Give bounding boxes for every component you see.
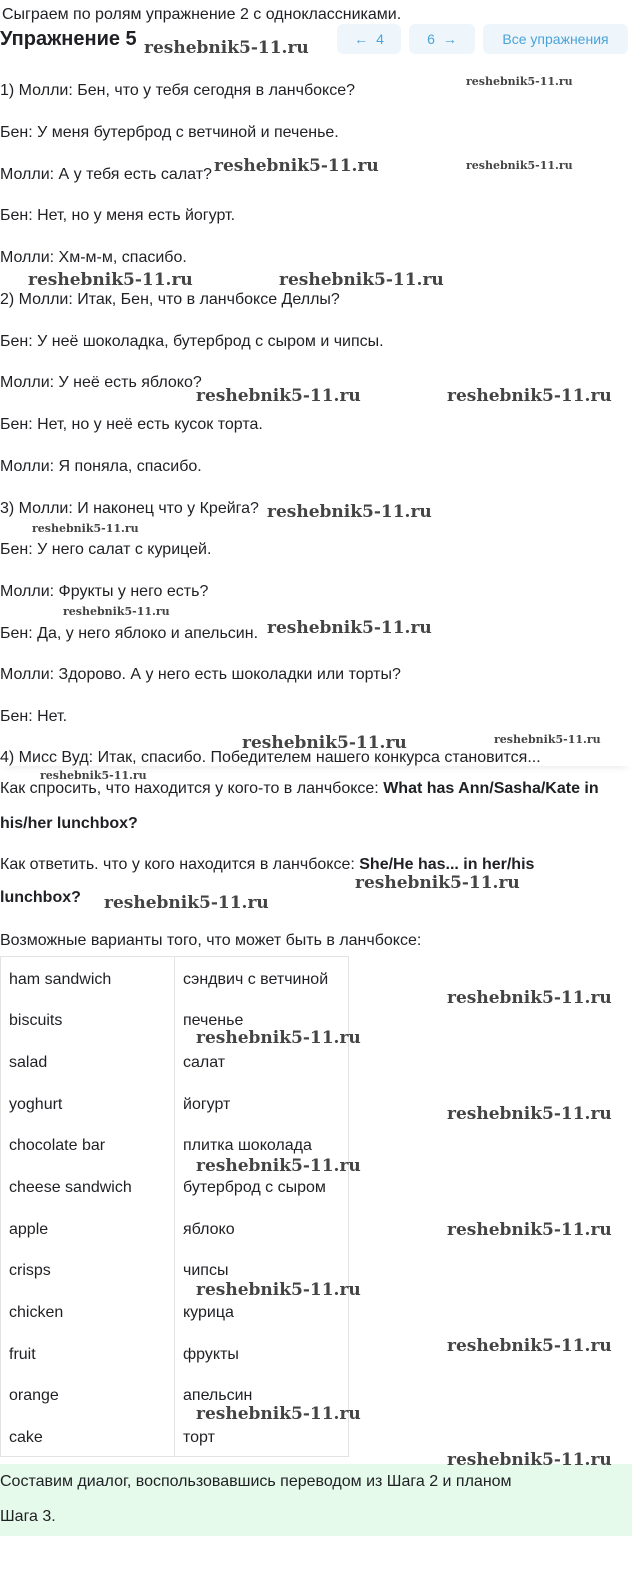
watermark: reshebnik5-11.ru xyxy=(144,38,309,58)
ask-question-line-2 xyxy=(0,815,138,833)
vocab-russian-cell: чипсы xyxy=(175,1248,349,1290)
vocab-english-cell: cake xyxy=(1,1415,175,1457)
vocab-english-cell: biscuits xyxy=(1,998,175,1040)
watermark: reshebnik5-11.ru xyxy=(466,159,573,172)
watermark: reshebnik5-11.ru xyxy=(279,270,444,290)
watermark: reshebnik5-11.ru xyxy=(32,522,139,535)
watermark: reshebnik5-11.ru xyxy=(28,270,193,290)
variants-heading: Возможные варианты того, что может быть в ланчбоксе: xyxy=(0,932,422,949)
table-row xyxy=(1,1332,349,1374)
dialogue-line: Бен: У неё шоколадка, бутерброд с сыром и чипсы. xyxy=(0,333,384,350)
watermark: reshebnik5-11.ru xyxy=(196,1156,361,1176)
vocab-english-cell: orange xyxy=(1,1373,175,1415)
watermark: reshebnik5-11.ru xyxy=(447,988,612,1008)
next-exercise-button[interactable] xyxy=(409,24,475,54)
dialogue-line: Молли: А у тебя есть салат? xyxy=(0,166,212,183)
dialogue-line: Бен: Нет, но у неё есть кусок торта. xyxy=(0,416,263,433)
watermark: reshebnik5-11.ru xyxy=(267,502,432,522)
vocab-english-cell: ham sandwich xyxy=(1,957,175,999)
ask-phrase-cont: his/her lunchbox? xyxy=(0,815,138,832)
watermark: reshebnik5-11.ru xyxy=(196,386,361,406)
vocab-russian-cell: яблоко xyxy=(175,1207,349,1249)
vocab-russian-cell: апельсин xyxy=(175,1373,349,1415)
answer-line-1 xyxy=(0,856,534,874)
dialogue-line: Бен: У него салат с курицей. xyxy=(0,541,212,558)
dialogue-line: Молли: Фрукты у него есть? xyxy=(0,583,209,600)
dialogue-line: Молли: Хм-м-м, спасибо. xyxy=(0,249,187,266)
watermark: reshebnik5-11.ru xyxy=(196,1404,361,1424)
watermark: reshebnik5-11.ru xyxy=(267,618,432,638)
watermark: reshebnik5-11.ru xyxy=(196,1280,361,1300)
watermark: reshebnik5-11.ru xyxy=(447,386,612,406)
dialogue-line: Молли: Я поняла, спасибо. xyxy=(0,458,202,475)
vocab-russian-cell: плитка шоколада xyxy=(175,1123,349,1165)
ask-phrase: What has Ann/Sasha/Kate in xyxy=(383,780,599,797)
dialogue-line: 1) Молли: Бен, что у тебя сегодня в ланчбоксе? xyxy=(0,82,356,99)
ask-prefix: Как спросить, что находится у кого-то в ланчбоксе: xyxy=(0,780,384,797)
arrow-left-icon: ← xyxy=(354,31,369,47)
vocab-english-cell: fruit xyxy=(1,1332,175,1374)
prev-exercise-label: 4 xyxy=(376,31,384,47)
watermark: reshebnik5-11.ru xyxy=(63,605,170,618)
all-exercises-button[interactable] xyxy=(483,24,628,54)
vocab-english-cell: apple xyxy=(1,1207,175,1249)
watermark: reshebnik5-11.ru xyxy=(447,1450,612,1470)
vocab-english-cell: chocolate bar xyxy=(1,1123,175,1165)
dialogue-line: 4) Мисс Вуд: Итак, спасибо. Победителем нашего конкурса становится... xyxy=(0,749,541,766)
arrow-right-icon: → xyxy=(442,31,457,47)
next-exercise-label: 6 xyxy=(427,31,435,47)
vocab-russian-cell: торт xyxy=(175,1415,349,1457)
watermark: reshebnik5-11.ru xyxy=(466,75,573,88)
vocab-russian-cell: йогурт xyxy=(175,1082,349,1124)
watermark: reshebnik5-11.ru xyxy=(494,733,601,746)
watermark: reshebnik5-11.ru xyxy=(104,893,269,913)
dialogue-line: Бен: Нет. xyxy=(0,708,68,725)
vocab-russian-cell: курица xyxy=(175,1290,349,1332)
answer-phrase-cont: lunchbox? xyxy=(0,889,81,906)
watermark: reshebnik5-11.ru xyxy=(214,156,379,176)
table-row xyxy=(1,1082,349,1124)
vocab-english-cell: crisps xyxy=(1,1248,175,1290)
dialogue-line: Бен: Нет, но у меня есть йогурт. xyxy=(0,207,236,224)
all-exercises-label: Все упражнения xyxy=(502,31,609,47)
ask-question-line-1 xyxy=(0,780,599,798)
exercise-title: Упражнение 5 xyxy=(0,28,137,50)
vocab-english-cell: salad xyxy=(1,1040,175,1082)
watermark: reshebnik5-11.ru xyxy=(40,769,147,782)
answer-phrase: She/He has... in her/his xyxy=(359,856,535,873)
table-row xyxy=(1,957,349,999)
dialogue-line: Бен: У меня бутерброд с ветчиной и печенье. xyxy=(0,124,339,141)
watermark: reshebnik5-11.ru xyxy=(447,1104,612,1124)
footer-line-2: Шага 3. xyxy=(0,1508,56,1525)
answer-line-2 xyxy=(0,889,81,907)
vocab-russian-cell: печенье xyxy=(175,998,349,1040)
vocab-russian-cell: салат xyxy=(175,1040,349,1082)
intro-text: Сыграем по ролям упражнение 2 с одноклассниками. xyxy=(2,6,402,23)
table-row xyxy=(1,1207,349,1249)
dialogue-line: 2) Молли: Итак, Бен, что в ланчбоксе Деллы? xyxy=(0,291,340,308)
watermark: reshebnik5-11.ru xyxy=(447,1220,612,1240)
vocab-russian-cell: фрукты xyxy=(175,1332,349,1374)
watermark: reshebnik5-11.ru xyxy=(355,873,520,893)
dialogue-line: Бен: Да, у него яблоко и апельсин. xyxy=(0,625,259,642)
vocab-english-cell: yoghurt xyxy=(1,1082,175,1124)
vocab-english-cell: cheese sandwich xyxy=(1,1165,175,1207)
dialogue-line: Молли: У неё есть яблоко? xyxy=(0,374,202,391)
watermark: reshebnik5-11.ru xyxy=(447,1336,612,1356)
vocab-russian-cell: бутерброд с сыром xyxy=(175,1165,349,1207)
vocab-russian-cell: сэндвич с ветчиной xyxy=(175,957,349,999)
watermark: reshebnik5-11.ru xyxy=(196,1028,361,1048)
prev-exercise-button[interactable] xyxy=(337,24,401,54)
answer-prefix: Как ответить. что у кого находится в ланчбоксе: xyxy=(0,856,360,873)
footer-panel xyxy=(0,1464,632,1536)
watermark: reshebnik5-11.ru xyxy=(242,733,407,753)
vocab-english-cell: chicken xyxy=(1,1290,175,1332)
footer-line-1: Составим диалог, воспользовавшись переводом из Шага 2 и планом xyxy=(0,1473,512,1490)
dialogue-line: 3) Молли: И наконец что у Крейга? xyxy=(0,500,259,517)
dialogue-line: Молли: Здорово. А у него есть шоколадки или торты? xyxy=(0,666,401,683)
